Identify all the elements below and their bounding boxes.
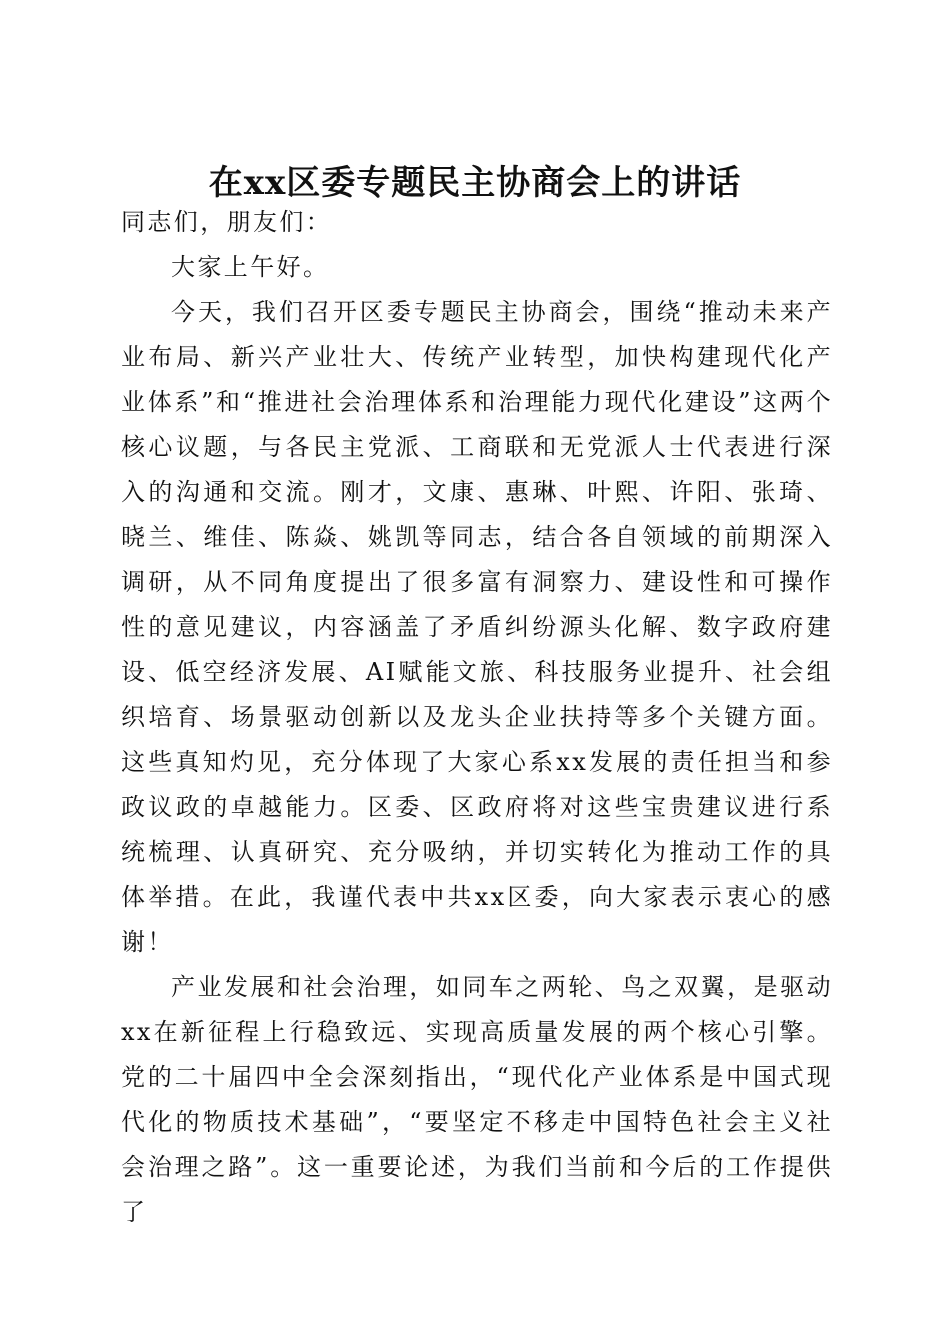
document-body: [121, 200, 833, 1235]
document-title: 在xx区委专题民主协商会上的讲话: [208, 162, 742, 203]
salutation: 同志们，朋友们：: [121, 208, 333, 236]
paragraph-meeting-summary: 今天，我们召开区委专题民主协商会，围绕“推动未来产业布局、新兴产业壮大、传统产业转型，加快构建现代化产业体系”和“推进社会治理体系和治理能力现代化建设”这两个核心议题，与各民主党派、工商联和无党派人士代表进行深入的沟通和交流。刚才，文康、惠琳、叶熙、许阳、张琦、晓兰、维佳、陈焱、姚凯等同志，结合各自领域的前期深入调研，从不同角度提出了很多富有洞察力、建设性和可操作性的意见建议，内容涵盖了矛盾纠纷源头化解、数字政府建设、低空经济发展、AI赋能文旅、科技服务业提升、社会组织培育、场景驱动创新以及龙头企业扶持等多个关键方面。这些真知灼见，充分体现了大家心系xx发展的责任担当和参政议政的卓越能力。区委、区政府将对这些宝贵建议进行系统梳理、认真研究、充分吸纳，并切实转化为推动工作的具体举措。在此，我谨代表中共xx区委，向大家表示衷心的感谢！: [121, 298, 833, 956]
paragraph-development-governance: 产业发展和社会治理，如同车之两轮、鸟之双翼，是驱动xx在新征程上行稳致远、实现高质量发展的两个核心引擎。党的二十届四中全会深刻指出，“现代化产业体系是中国式现代化的物质技术基础”，“要坚定不移走中国特色社会主义社会治理之路”。这一重要论述，为我们当前和今后的工作提供了: [121, 973, 833, 1226]
paragraph-greeting: 大家上午好。: [171, 253, 330, 281]
